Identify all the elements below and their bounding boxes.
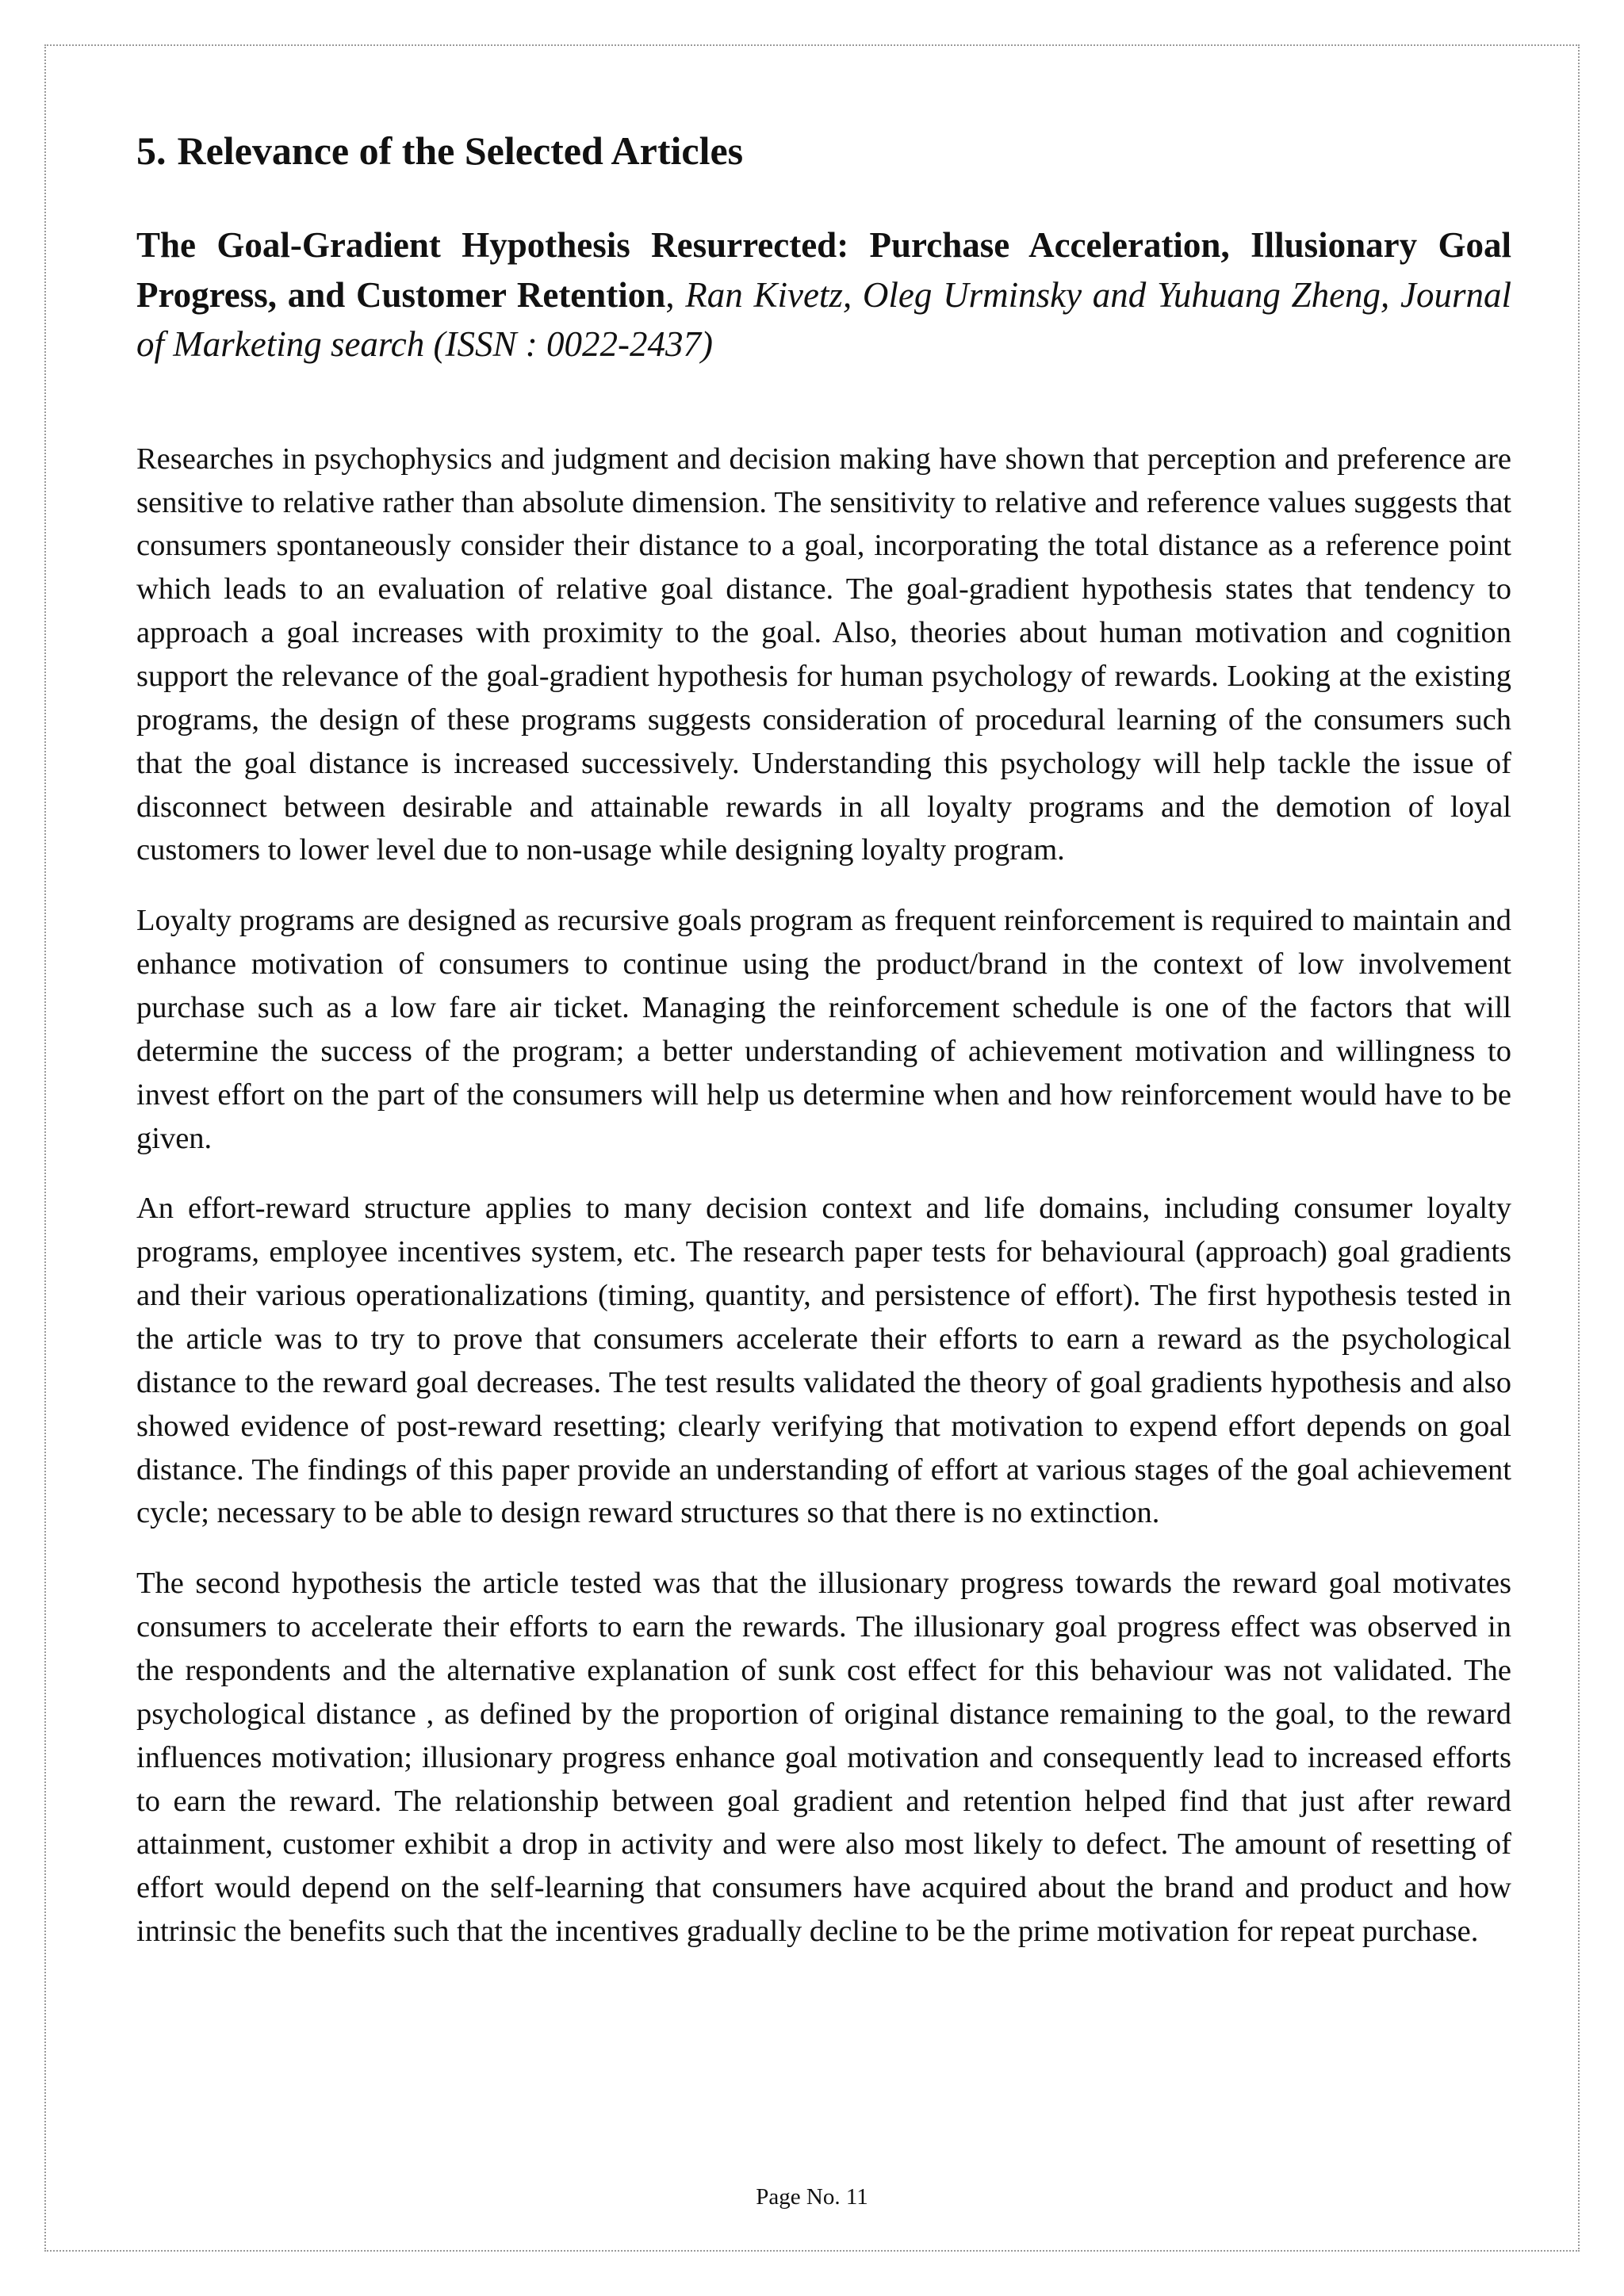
article-authors-journal: Ran Kivetz, Oleg Urminsky and Yuhuang Zheng, Journal of Marketing search (ISSN : 0022-2437)	[136, 274, 1511, 365]
section-heading	[136, 127, 1511, 174]
document-body	[136, 127, 1511, 1980]
paragraph-3: An effort-reward structure applies to many decision context and life domains, including consumer loyalty programs, employee incentives system, etc. The research paper tests for behavioural (approach) goal gradients and their various operationalizations (timing, quantity, and persistence of effort). The first hypothesis tested in the article was to try to prove that consumers accelerate their efforts to earn a reward as the psychological distance to the reward goal decreases. The test results validated the theory of goal gradients hypothesis and also showed evidence of post-reward resetting; clearly verifying that motivation to expend effort depends on goal distance. The findings of this paper provide an understanding of effort at various stages of the goal achievement cycle; necessary to be able to design reward structures so that there is no extinction.	[136, 1192, 1511, 1530]
page-number: Page No. 11	[756, 2184, 868, 2210]
paragraph-4: The second hypothesis the article tested was that the illusionary progress towards the reward goal motivates consumers to accelerate their efforts to earn the rewards. The illusionary goal progress effect was observed in the respondents and the alternative explanation of sunk cost effect for this behaviour was not validated. The psychological distance , as defined by the proportion of original distance remaining to the goal, to the reward influences motivation; illusionary progress enhance goal motivation and consequently lead to increased efforts to earn the reward. The relationship between goal gradient and retention helped find that just after reward attainment, customer exhibit a drop in activity and were also most likely to defect. The amount of resetting of effort would depend on the self-learning that consumers have acquired about the brand and product and how intrinsic the benefits such that the incentives gradually decline to be the prime motivation for repeat purchase.	[136, 1567, 1511, 1949]
paragraph-1: Researches in psychophysics and judgment and decision making have shown that perception and preference are sensitive to relative rather than absolute dimension. The sensitivity to relative and reference values suggests that consumers spontaneously consider their distance to a goal, incorporating the total distance as a reference point which leads to an evaluation of relative goal distance. The goal-gradient hypothesis states that tendency to approach a goal increases with proximity to the goal. Also, theories about human motivation and cognition support the relevance of the goal-gradient hypothesis for human psychology of rewards. Looking at the existing programs, the design of these programs suggests consideration of procedural learning of the consumers such that the goal distance is increased successively. Understanding this psychology will help tackle the issue of disconnect between desirable and attainable rewards in all loyalty programs and the demotion of loyal customers to lower level due to non-usage while designing loyalty program.	[136, 442, 1511, 867]
article-reference	[136, 220, 1511, 369]
article-separator: ,	[665, 274, 686, 315]
article-title: The Goal-Gradient Hypothesis Resurrected: Purchase Acceleration, Illusionary Goal Progress, and Customer Retention	[136, 225, 1511, 315]
section-title: Relevance of the Selected Articles	[177, 128, 744, 173]
paragraph-2: Loyalty programs are designed as recursive goals program as frequent reinforcement is required to maintain and enhance motivation of consumers to continue using the product/brand in the context of low involvement purchase such as a low fare air ticket. Managing the reinforcement schedule is one of the factors that will determine the success of the program; a better understanding of achievement motivation and willingness to invest effort on the part of the consumers will help us determine when and how reinforcement would have to be given.	[136, 904, 1511, 1155]
section-number: 5.	[136, 128, 167, 173]
